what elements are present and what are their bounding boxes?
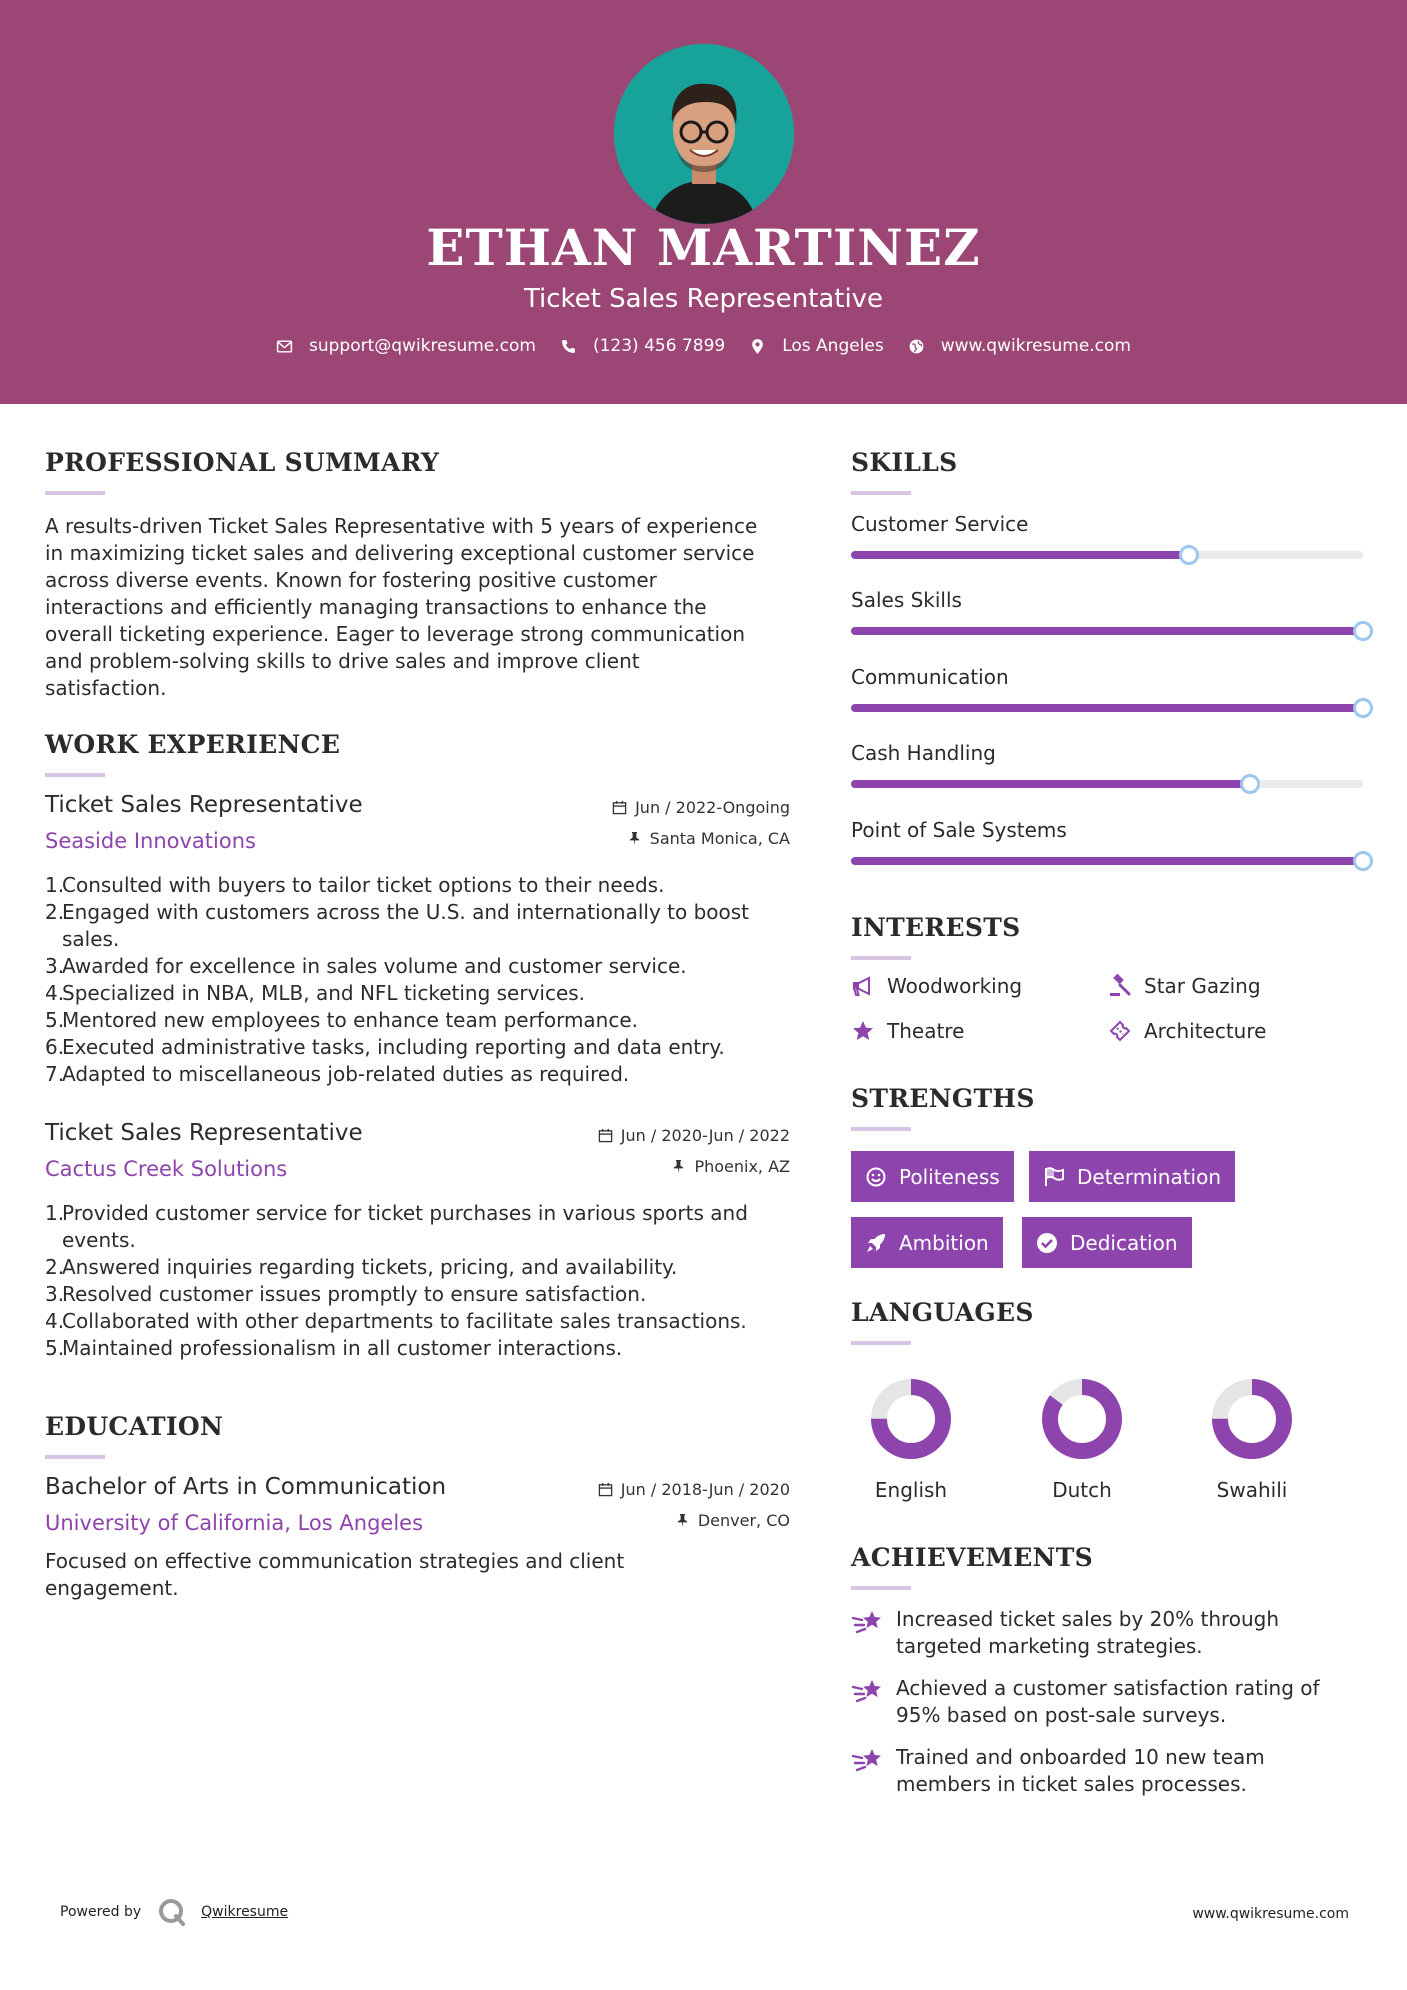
language-donut <box>1207 1374 1297 1464</box>
skill-label: Sales Skills <box>851 588 962 612</box>
language-item <box>1022 1374 1142 1502</box>
calendar-icon <box>598 1128 613 1143</box>
section-divider <box>851 1586 911 1590</box>
section-divider <box>851 491 911 495</box>
shooting-star-icon <box>851 1608 885 1638</box>
footer-powered-by <box>60 1897 288 1927</box>
contact-email[interactable] <box>276 336 536 356</box>
strength-label: Ambition <box>899 1230 989 1255</box>
pushpin-icon <box>675 1513 690 1528</box>
section-divider <box>851 1341 911 1345</box>
summary-line: and problem-solving skills to drive sales and improve client <box>45 649 640 673</box>
qwikresume-logo-icon <box>157 1897 187 1927</box>
interests-section <box>851 913 1363 960</box>
list-item: 4.Specialized in NBA, MLB, and NFL ticketing services. <box>45 981 586 1005</box>
skill-bar-fill <box>851 551 1189 559</box>
summary-heading: PROFESSIONAL SUMMARY <box>45 448 440 477</box>
language-item <box>851 1374 971 1502</box>
envelope-icon <box>276 338 293 355</box>
list-item: 1.Provided customer service for ticket purchases in various sports and events. <box>45 1201 748 1252</box>
language-name: Swahili <box>1216 1478 1288 1502</box>
section-divider <box>45 1455 105 1459</box>
skill-item <box>851 588 1363 612</box>
calendar-icon <box>598 1482 613 1497</box>
languages-section <box>851 1298 1363 1345</box>
strength-label: Politeness <box>899 1164 1000 1189</box>
strength-badge <box>851 1151 1014 1202</box>
language-donut <box>1037 1374 1127 1464</box>
list-item: 6.Executed administrative tasks, including reporting and data entry. <box>45 1035 725 1059</box>
interest-item <box>1108 1019 1266 1043</box>
education-date <box>598 1480 790 1499</box>
smile-icon <box>865 1166 887 1188</box>
achievement-line: targeted marketing strategies. <box>896 1634 1203 1658</box>
skill-label: Cash Handling <box>851 741 996 765</box>
check-circle-icon <box>1036 1232 1058 1254</box>
list-item: 5.Maintained professionalism in all customer interactions. <box>45 1336 623 1360</box>
strength-label: Determination <box>1077 1164 1222 1189</box>
interest-item <box>851 974 1022 998</box>
job-location-text: Phoenix, AZ <box>694 1157 790 1176</box>
education-heading: EDUCATION <box>45 1412 224 1441</box>
profile-photo <box>614 44 794 224</box>
shooting-star-icon <box>851 1746 885 1776</box>
skill-bar-knob <box>1353 698 1373 718</box>
contact-email-text: support@qwikresume.com <box>309 336 536 356</box>
list-item: 1.Consulted with buyers to tailor ticket options to their needs. <box>45 873 665 897</box>
job-date-text: Jun / 2020-Jun / 2022 <box>620 1126 790 1145</box>
list-item: 5.Mentored new employees to enhance team performance. <box>45 1008 639 1032</box>
contact-phone[interactable] <box>560 336 725 356</box>
skill-bar <box>851 857 1363 865</box>
job-company: Cactus Creek Solutions <box>45 1157 288 1181</box>
summary-line: in maximizing ticket sales and delivering exceptional customer service <box>45 541 755 565</box>
summary-line: overall ticketing experience. Eager to leverage strong communication <box>45 622 746 646</box>
list-item: 3.Resolved customer issues promptly to ensure satisfaction. <box>45 1282 647 1306</box>
avatar <box>614 44 794 224</box>
skill-bar-knob <box>1179 545 1199 565</box>
skills-section <box>851 448 1363 495</box>
education-line: engagement. <box>45 1576 179 1600</box>
achievements-section <box>851 1543 1363 1590</box>
summary-line: across diverse events. Known for fostering positive customer <box>45 568 657 592</box>
interest-label: Architecture <box>1144 1019 1267 1043</box>
summary-line: satisfaction. <box>45 676 167 700</box>
skill-bar-fill <box>851 704 1363 712</box>
contact-phone-text: (123) 456 7899 <box>592 336 726 356</box>
list-item: 2.Engaged with customers across the U.S. and internationally to boost sales. <box>45 900 750 951</box>
section-divider <box>45 773 105 777</box>
skill-bar <box>851 627 1363 635</box>
section-divider <box>851 956 911 960</box>
education-location <box>675 1511 790 1530</box>
strength-badge <box>1022 1217 1192 1268</box>
skill-bar-fill <box>851 627 1363 635</box>
skill-item <box>851 818 1363 842</box>
achievement-line: members in ticket sales processes. <box>896 1772 1247 1796</box>
gavel-icon <box>1108 974 1132 998</box>
job-role: Ticket Sales Representative <box>45 792 363 818</box>
pushpin-icon <box>671 1159 686 1174</box>
achievement-text <box>896 1744 1363 1798</box>
candidate-name: ETHAN MARTINEZ <box>426 218 981 277</box>
qwikresume-link[interactable]: Qwikresume <box>201 1904 289 1920</box>
achievement-line: Achieved a customer satisfaction rating of <box>896 1676 1320 1700</box>
summary-line: A results-driven Ticket Sales Representative with 5 years of experience <box>45 514 758 538</box>
language-name: Dutch <box>1052 1478 1112 1502</box>
skill-bar <box>851 704 1363 712</box>
school-name: University of California, Los Angeles <box>45 1511 424 1535</box>
skills-heading: SKILLS <box>851 448 958 477</box>
job-duties <box>45 872 790 1088</box>
achievement-item <box>851 1744 1363 1798</box>
skill-bar-fill <box>851 780 1250 788</box>
list-item: 3.Awarded for excellence in sales volume and customer service. <box>45 954 687 978</box>
job-company: Seaside Innovations <box>45 829 256 853</box>
summary-text <box>45 513 790 702</box>
globe-icon <box>908 338 925 355</box>
achievement-item <box>851 1675 1363 1729</box>
skill-label: Communication <box>851 665 1009 689</box>
interest-item <box>851 1019 964 1043</box>
calendar-icon <box>612 800 627 815</box>
contact-bar <box>0 336 1407 356</box>
skill-label: Customer Service <box>851 512 1029 536</box>
skill-bar-knob <box>1353 621 1373 641</box>
flag-icon <box>1043 1166 1065 1188</box>
education-description <box>45 1548 624 1602</box>
job-date-text: Jun / 2022-Ongoing <box>635 798 790 817</box>
phone-icon <box>560 338 577 355</box>
achievement-line: 95% based on post-sale surveys. <box>896 1703 1227 1727</box>
achievement-line: Trained and onboarded 10 new team <box>896 1745 1265 1769</box>
languages-heading: LANGUAGES <box>851 1298 1034 1327</box>
contact-website-text: www.qwikresume.com <box>940 336 1131 356</box>
job-role: Ticket Sales Representative <box>45 1120 363 1146</box>
education-line: Focused on effective communication strategies and client <box>45 1549 625 1573</box>
skill-label: Point of Sale Systems <box>851 818 1067 842</box>
strengths-section <box>851 1084 1363 1131</box>
skill-item <box>851 512 1363 536</box>
degree-title: Bachelor of Arts in Communication <box>45 1474 447 1500</box>
skill-bar-knob <box>1240 774 1260 794</box>
language-item <box>1192 1374 1312 1502</box>
experience-heading: WORK EXPERIENCE <box>45 730 341 759</box>
ticket-icon <box>1108 1019 1132 1043</box>
star-icon <box>851 1019 875 1043</box>
shooting-star-icon <box>851 1677 885 1707</box>
job-date <box>598 1126 790 1145</box>
education-section <box>45 1412 790 1459</box>
contact-location <box>749 336 884 356</box>
contact-location-text: Los Angeles <box>782 336 884 356</box>
rocket-icon <box>865 1232 887 1254</box>
bullhorn-icon <box>851 974 875 998</box>
interests-heading: INTERESTS <box>851 913 1021 942</box>
list-item: 2.Answered inquiries regarding tickets, pricing, and availability. <box>45 1255 678 1279</box>
language-donut <box>866 1374 956 1464</box>
interest-item <box>1108 974 1261 998</box>
summary-line: interactions and efficiently managing transactions to enhance the <box>45 595 707 619</box>
resume-header <box>0 0 1407 404</box>
interest-label: Star Gazing <box>1144 974 1261 998</box>
interest-label: Theatre <box>887 1019 965 1043</box>
job-date <box>612 798 790 817</box>
achievement-text <box>896 1675 1363 1729</box>
candidate-title: Ticket Sales Representative <box>523 284 884 314</box>
contact-website[interactable] <box>908 336 1131 356</box>
list-item: 4.Collaborated with other departments to facilitate sales transactions. <box>45 1309 747 1333</box>
strength-badge <box>1029 1151 1235 1202</box>
list-item: 7.Adapted to miscellaneous job-related duties as required. <box>45 1062 630 1086</box>
education-location-text: Denver, CO <box>697 1511 790 1530</box>
job-duties <box>45 1200 790 1362</box>
summary-section <box>45 448 790 702</box>
powered-by-label: Powered by <box>60 1904 142 1920</box>
experience-section <box>45 730 790 777</box>
achievement-line: Increased ticket sales by 20% through <box>896 1607 1280 1631</box>
job-location <box>627 829 790 848</box>
strength-label: Dedication <box>1070 1230 1178 1255</box>
skill-bar-knob <box>1353 851 1373 871</box>
section-divider <box>851 1127 911 1131</box>
achievements-heading: ACHIEVEMENTS <box>851 1543 1093 1572</box>
strength-badge <box>851 1217 1003 1268</box>
achievement-item <box>851 1606 1363 1660</box>
language-name: English <box>874 1478 948 1502</box>
education-date-text: Jun / 2018-Jun / 2020 <box>620 1480 790 1499</box>
skill-bar <box>851 551 1363 559</box>
skill-bar <box>851 780 1363 788</box>
section-divider <box>45 491 105 495</box>
interest-label: Woodworking <box>887 974 1023 998</box>
map-pin-icon <box>749 338 766 355</box>
pushpin-icon <box>627 831 642 846</box>
skill-item <box>851 665 1363 689</box>
achievement-text <box>896 1606 1363 1660</box>
strengths-heading: STRENGTHS <box>851 1084 1035 1113</box>
skill-item <box>851 741 1363 765</box>
job-location <box>671 1157 790 1176</box>
skill-bar-fill <box>851 857 1363 865</box>
job-location-text: Santa Monica, CA <box>649 829 790 848</box>
footer-website[interactable]: www.qwikresume.com <box>1192 1906 1349 1922</box>
